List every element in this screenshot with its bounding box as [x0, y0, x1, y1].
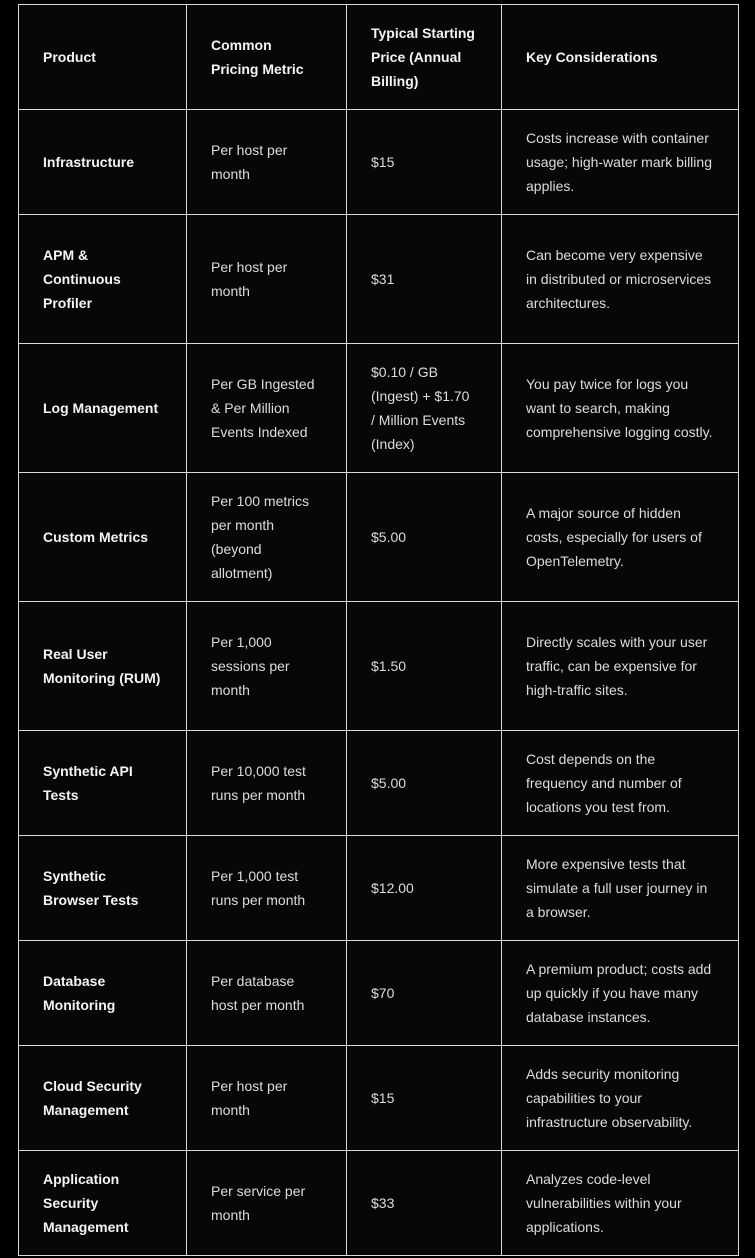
- header-starting-price: Typical Starting Price (Annual Billing): [347, 5, 502, 110]
- table-row: [19, 731, 739, 836]
- price-cell: $5.00: [347, 731, 502, 836]
- metric-cell: Per host per month: [187, 1046, 347, 1151]
- metric-cell: Per host per month: [187, 110, 347, 215]
- considerations-cell: Directly scales with your user traffic, can be expensive for high-traffic sites.: [502, 602, 739, 731]
- product-cell: Synthetic Browser Tests: [19, 836, 187, 941]
- considerations-cell: Analyzes code-level vulnerabilities within your applications.: [502, 1151, 739, 1256]
- product-cell: Synthetic API Tests: [19, 731, 187, 836]
- price-cell: $15: [347, 1046, 502, 1151]
- pricing-table-container: [18, 4, 739, 1256]
- considerations-cell: You pay twice for logs you want to search, making comprehensive logging costly.: [502, 344, 739, 473]
- considerations-cell: Can become very expensive in distributed or microservices architectures.: [502, 215, 739, 344]
- product-cell: APM & Continuous Profiler: [19, 215, 187, 344]
- table-row: [19, 473, 739, 602]
- product-cell: Application Security Management: [19, 1151, 187, 1256]
- considerations-cell: A major source of hidden costs, especially for users of OpenTelemetry.: [502, 473, 739, 602]
- metric-cell: Per 10,000 test runs per month: [187, 731, 347, 836]
- table-row: [19, 344, 739, 473]
- table-row: [19, 1046, 739, 1151]
- price-cell: $0.10 / GB (Ingest) + $1.70 / Million Events (Index): [347, 344, 502, 473]
- considerations-cell: Cost depends on the frequency and number of locations you test from.: [502, 731, 739, 836]
- metric-cell: Per service per month: [187, 1151, 347, 1256]
- price-cell: $1.50: [347, 602, 502, 731]
- table-row: [19, 941, 739, 1046]
- table-row: [19, 215, 739, 344]
- price-cell: $33: [347, 1151, 502, 1256]
- table-row: [19, 110, 739, 215]
- metric-cell: Per GB Ingested & Per Million Events Indexed: [187, 344, 347, 473]
- considerations-cell: A premium product; costs add up quickly if you have many database instances.: [502, 941, 739, 1046]
- metric-cell: Per host per month: [187, 215, 347, 344]
- price-cell: $12.00: [347, 836, 502, 941]
- considerations-cell: More expensive tests that simulate a full user journey in a browser.: [502, 836, 739, 941]
- product-cell: Custom Metrics: [19, 473, 187, 602]
- metric-cell: Per database host per month: [187, 941, 347, 1046]
- price-cell: $70: [347, 941, 502, 1046]
- considerations-cell: Costs increase with container usage; high-water mark billing applies.: [502, 110, 739, 215]
- header-pricing-metric: Common Pricing Metric: [187, 5, 347, 110]
- table-row: [19, 602, 739, 731]
- product-cell: Real User Monitoring (RUM): [19, 602, 187, 731]
- pricing-table: [18, 4, 739, 1256]
- table-row: [19, 836, 739, 941]
- metric-cell: Per 1,000 test runs per month: [187, 836, 347, 941]
- price-cell: $31: [347, 215, 502, 344]
- product-cell: Cloud Security Management: [19, 1046, 187, 1151]
- metric-cell: Per 1,000 sessions per month: [187, 602, 347, 731]
- considerations-cell: Adds security monitoring capabilities to your infrastructure observability.: [502, 1046, 739, 1151]
- price-cell: $15: [347, 110, 502, 215]
- product-cell: Log Management: [19, 344, 187, 473]
- product-cell: Infrastructure: [19, 110, 187, 215]
- product-cell: Database Monitoring: [19, 941, 187, 1046]
- header-key-considerations: Key Considerations: [502, 5, 739, 110]
- price-cell: $5.00: [347, 473, 502, 602]
- table-row: [19, 1151, 739, 1256]
- header-product: Product: [19, 5, 187, 110]
- metric-cell: Per 100 metrics per month (beyond allotment): [187, 473, 347, 602]
- table-header-row: [19, 5, 739, 110]
